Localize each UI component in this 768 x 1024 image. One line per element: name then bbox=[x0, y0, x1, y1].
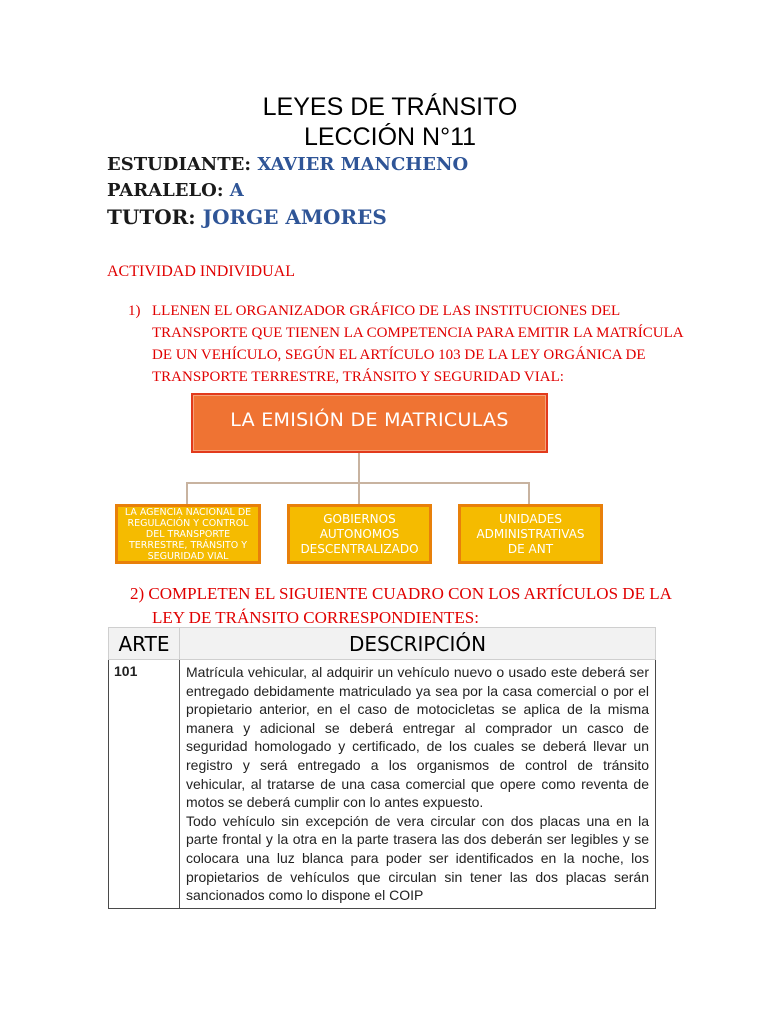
organizer-box-units bbox=[458, 504, 603, 564]
connector-right bbox=[528, 482, 530, 504]
organizer-box-units-label: UNIDADES ADMINISTRATIVAS DE ANT bbox=[476, 511, 585, 556]
question-2-line: LEY DE TRÁNSITO CORRESPONDIENTES: bbox=[152, 608, 479, 627]
articles-table bbox=[108, 627, 656, 909]
lesson-number: LECCIÓN N°11 bbox=[303, 123, 477, 151]
table-header-row bbox=[109, 628, 656, 660]
question-1-line: TRANSPORTE TERRESTRE, TRÁNSITO Y SEGURIDAD VIAL: bbox=[152, 369, 564, 385]
article-description-paragraph: Todo vehículo sin excepción de vera circular con dos placas una en la parte frontal y la otra en la parte trasera las dos deberán ser legibles y se colocara una luz blanca para poder ser identificados en la noche, los propietarios de vehículos que circulan sin tener las dos placas serán sancionados como lo dispone el COIP bbox=[186, 812, 649, 904]
organizer-title: LA EMISIÓN DE MATRICULAS bbox=[230, 409, 509, 431]
connector-left bbox=[186, 482, 188, 504]
table-row bbox=[109, 660, 656, 909]
article-description-paragraph: Matrícula vehicular, al adquirir un vehículo nuevo o usado este deberá ser entregado debidamente matriculado ya sea por la casa comercial o por el propietario anterior, en el caso de motocicletas se aplica de la misma manera y adicional se deberá entregar al comprador un casco de seguridad homologado y certificado, de los cuales se deberá llevar un registro y será entregado a los organismos de control de tránsito vehicular, al tratarse de una casa comercial que opere como reventa de motos se deberá cumplir con lo antes expuesto. bbox=[186, 664, 649, 811]
paralelo-field bbox=[107, 180, 244, 201]
paralelo-label: PARALELO: bbox=[107, 180, 224, 201]
column-header-art: ARTE bbox=[109, 628, 180, 660]
connector-middle bbox=[358, 482, 360, 504]
paralelo-value: A bbox=[229, 180, 244, 201]
student-field bbox=[107, 154, 468, 175]
tutor-label: TUTOR: bbox=[107, 205, 196, 229]
article-description bbox=[180, 660, 656, 909]
connector-stem bbox=[358, 453, 360, 483]
student-name: XAVIER MANCHENO bbox=[257, 154, 469, 175]
question-2-line: 2) COMPLETEN EL SIGUIENTE CUADRO CON LOS ARTÍCULOS DE LA bbox=[130, 584, 672, 603]
question-1-line: TRANSPORTE QUE TIENEN LA COMPETENCIA PARA EMITIR LA MATRÍCULA bbox=[152, 325, 684, 341]
student-label: ESTUDIANTE: bbox=[107, 154, 252, 175]
question-1-line: LLENEN EL ORGANIZADOR GRÁFICO DE LAS INSTITUCIONES DEL bbox=[152, 303, 621, 319]
organizer-box-gad-label: GOBIERNOS AUTONOMOS DESCENTRALIZADO bbox=[300, 511, 419, 556]
article-number: 101 bbox=[109, 660, 180, 909]
tutor-name: JORGE AMORES bbox=[202, 205, 387, 229]
tutor-field bbox=[107, 205, 387, 229]
organizer-banner bbox=[191, 393, 548, 453]
organizer-box-ant-label: LA AGENCIA NACIONAL DE REGULACIÓN Y CONTROL DEL TRANSPORTE TERRESTRE, TRÁNSITO Y SEGURIDAD VIAL bbox=[124, 506, 252, 562]
document-title: LEYES DE TRÁNSITO bbox=[262, 93, 518, 121]
organizer-box-ant bbox=[115, 504, 261, 564]
question-1-number: 1) bbox=[128, 303, 141, 319]
organizer-box-gad bbox=[287, 504, 432, 564]
activity-heading: ACTIVIDAD INDIVIDUAL bbox=[107, 263, 295, 280]
column-header-description: DESCRIPCIÓN bbox=[180, 628, 656, 660]
question-1-line: DE UN VEHÍCULO, SEGÚN EL ARTÍCULO 103 DE LA LEY ORGÁNICA DE bbox=[152, 347, 646, 363]
